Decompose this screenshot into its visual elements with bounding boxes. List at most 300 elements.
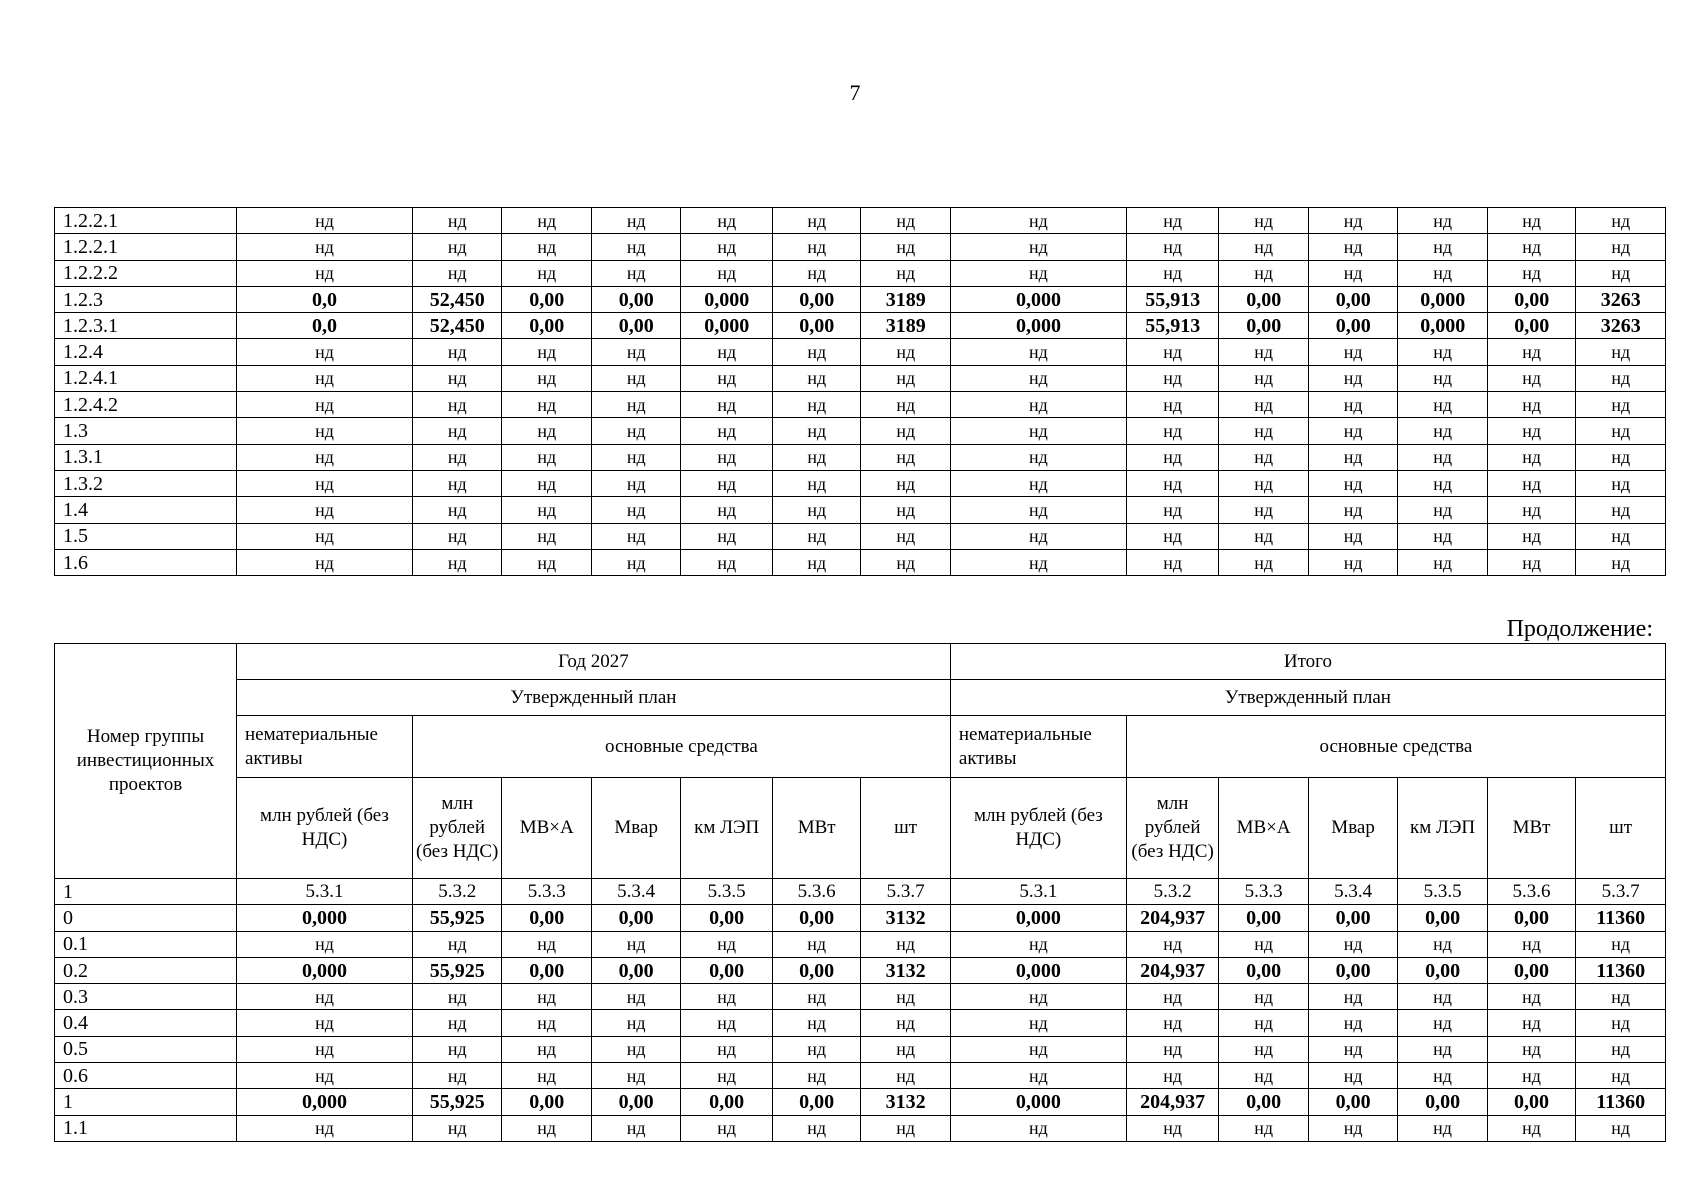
table-cell: 0,00	[772, 313, 860, 339]
table-cell: нд	[1398, 1036, 1487, 1062]
table-cell: нд	[591, 931, 680, 957]
row-id-cell: 0.6	[55, 1063, 237, 1089]
total-intangible-header: нематериальные активы	[950, 716, 1126, 778]
table-cell: 11360	[1576, 1089, 1666, 1115]
table-cell: нд	[502, 260, 592, 286]
row-id-cell: 0.3	[55, 984, 237, 1010]
table-cell: 0,00	[502, 1089, 591, 1115]
table-cell: нд	[412, 392, 502, 418]
group-number-header: Номер группы инвестиционных проектов	[55, 644, 237, 879]
table-row	[55, 365, 1666, 391]
table-row	[55, 957, 1666, 983]
table-cell: нд	[861, 365, 951, 391]
unit-header-cell: шт	[1576, 778, 1666, 879]
table-cell: нд	[681, 260, 773, 286]
row-id-cell: 1	[55, 1089, 237, 1115]
table-cell: нд	[1576, 234, 1666, 260]
table-row	[55, 313, 1666, 339]
table-cell: нд	[1576, 470, 1666, 496]
table-cell: 0,00	[591, 313, 681, 339]
table-cell: 5.3.6	[1487, 879, 1575, 905]
table-cell: нд	[681, 497, 773, 523]
table-cell: нд	[861, 418, 951, 444]
table-cell: нд	[1576, 931, 1666, 957]
total-fixed-assets-header: основные средства	[1126, 716, 1665, 778]
table-cell: нд	[412, 339, 502, 365]
table-cell: 0,00	[681, 905, 773, 931]
table-cell: нд	[1126, 260, 1219, 286]
year-header: Год 2027	[237, 644, 951, 680]
table-cell: нд	[502, 1036, 591, 1062]
table-row	[55, 1036, 1666, 1062]
table-cell: 0,00	[591, 286, 681, 312]
table-cell: 5.3.3	[502, 879, 591, 905]
row-id-cell: 1	[55, 879, 237, 905]
table-cell: нд	[861, 523, 951, 549]
table-cell: 0,00	[1308, 905, 1397, 931]
table-cell: нд	[1126, 234, 1219, 260]
table-cell: нд	[861, 1036, 950, 1062]
table-cell: 5.3.5	[681, 879, 773, 905]
table-cell: нд	[950, 549, 1126, 575]
table-cell: 0,00	[1487, 905, 1575, 931]
table-cell: нд	[1219, 470, 1309, 496]
table-cell: нд	[1487, 1010, 1575, 1036]
table-cell: нд	[772, 1063, 860, 1089]
table-cell: нд	[681, 470, 773, 496]
table-cell: 0,00	[772, 1089, 860, 1115]
table-cell: нд	[1398, 365, 1488, 391]
continuation-label: Продолжение:	[1506, 616, 1653, 642]
table-cell: нд	[950, 208, 1126, 234]
table-cell: нд	[1126, 1036, 1219, 1062]
table-cell: 0,00	[1308, 313, 1398, 339]
table-cell: нд	[591, 549, 681, 575]
table-cell: нд	[1576, 260, 1666, 286]
table-cell: нд	[950, 339, 1126, 365]
table-cell: 0,000	[950, 1089, 1126, 1115]
table-cell: 0,00	[502, 313, 592, 339]
table-cell: нд	[1398, 260, 1488, 286]
table-cell: нд	[1576, 1010, 1666, 1036]
table-cell: 0,00	[1219, 286, 1309, 312]
table-cell: нд	[1487, 549, 1575, 575]
table-cell: нд	[1219, 1036, 1308, 1062]
table-cell: 3189	[861, 286, 951, 312]
table-cell: нд	[591, 208, 681, 234]
row-id-cell: 1.1	[55, 1115, 237, 1141]
table-cell: нд	[502, 418, 592, 444]
table-cell: нд	[1576, 444, 1666, 470]
row-id-cell: 1.6	[55, 549, 237, 575]
table-cell: нд	[772, 931, 860, 957]
table-cell: нд	[1576, 208, 1666, 234]
table-cell: нд	[412, 418, 502, 444]
table-cell: нд	[502, 392, 592, 418]
table-cell: нд	[861, 339, 951, 365]
table-cell: нд	[1308, 444, 1398, 470]
table-cell: нд	[950, 1063, 1126, 1089]
table-cell: нд	[861, 1063, 950, 1089]
table-cell: нд	[1126, 549, 1219, 575]
table-cell: нд	[1126, 418, 1219, 444]
table-cell: нд	[412, 365, 502, 391]
table-cell: нд	[681, 931, 773, 957]
unit-header-cell: Мвар	[1308, 778, 1397, 879]
table-row	[55, 392, 1666, 418]
table-cell: нд	[237, 984, 413, 1010]
table-cell: нд	[237, 549, 413, 575]
table-cell: 0,00	[1398, 905, 1487, 931]
table-cell: 3132	[861, 957, 950, 983]
table-cell: нд	[591, 497, 681, 523]
table-cell: 0,00	[1398, 957, 1487, 983]
table-cell: нд	[950, 444, 1126, 470]
table-row	[55, 497, 1666, 523]
top-table-body	[55, 208, 1666, 576]
table-cell: 0,00	[772, 957, 860, 983]
table-cell: нд	[1308, 1036, 1397, 1062]
table-cell: нд	[591, 392, 681, 418]
table-cell: 55,925	[412, 957, 501, 983]
table-cell: 0,00	[772, 286, 860, 312]
table-row	[55, 470, 1666, 496]
table-cell: 0,00	[1219, 313, 1309, 339]
table-cell: 3132	[861, 1089, 950, 1115]
table-cell: нд	[237, 365, 413, 391]
table-cell: нд	[1126, 208, 1219, 234]
table-cell: нд	[681, 418, 773, 444]
row-id-cell: 1.2.4.2	[55, 392, 237, 418]
table-cell: нд	[1398, 549, 1488, 575]
unit-header-cell: МВ×А	[502, 778, 591, 879]
table-cell: нд	[412, 1063, 501, 1089]
total-header: Итого	[950, 644, 1665, 680]
row-id-cell: 1.2.4.1	[55, 365, 237, 391]
unit-header-cell: шт	[861, 778, 950, 879]
table-cell: 55,913	[1126, 313, 1219, 339]
table-cell: нд	[1308, 234, 1398, 260]
table-cell: нд	[1576, 339, 1666, 365]
table-cell: 0,000	[950, 313, 1126, 339]
table-cell: нд	[772, 497, 860, 523]
table-cell: нд	[412, 549, 502, 575]
table-cell: нд	[502, 984, 591, 1010]
table-cell: нд	[591, 339, 681, 365]
table-cell: 5.3.2	[412, 879, 501, 905]
table-row	[55, 931, 1666, 957]
unit-header-cell: млн рублей (без НДС)	[412, 778, 501, 879]
table-cell: нд	[237, 497, 413, 523]
table-cell: 11360	[1576, 905, 1666, 931]
table-row	[55, 286, 1666, 312]
table-cell: нд	[681, 1063, 773, 1089]
table-cell: 0,00	[1308, 957, 1397, 983]
table-cell: нд	[681, 523, 773, 549]
table-cell: 0,0	[237, 313, 413, 339]
table-cell: нд	[1398, 1063, 1487, 1089]
table-cell: нд	[1308, 1010, 1397, 1036]
bottom-data-table	[54, 643, 1666, 1142]
row-id-cell: 0.4	[55, 1010, 237, 1036]
table-cell: нд	[681, 1115, 773, 1141]
table-row	[55, 1063, 1666, 1089]
table-cell: нд	[412, 1115, 501, 1141]
table-cell: 0,00	[502, 957, 591, 983]
row-id-cell: 1.2.3.1	[55, 313, 237, 339]
table-cell: нд	[681, 234, 773, 260]
table-cell: нд	[412, 984, 501, 1010]
table-cell: нд	[237, 523, 413, 549]
total-plan-header: Утвержденный план	[950, 680, 1665, 716]
table-cell: нд	[412, 208, 502, 234]
table-cell: нд	[772, 470, 860, 496]
table-cell: нд	[861, 984, 950, 1010]
table-cell: 0,000	[237, 905, 413, 931]
row-id-cell: 1.2.4	[55, 339, 237, 365]
table-cell: нд	[1219, 339, 1309, 365]
table-cell: 3263	[1576, 313, 1666, 339]
table-cell: 0,000	[950, 286, 1126, 312]
table-cell: нд	[1576, 523, 1666, 549]
table-cell: нд	[1487, 1036, 1575, 1062]
table-cell: нд	[1219, 365, 1309, 391]
table-cell: нд	[1308, 418, 1398, 444]
table-cell: нд	[1308, 339, 1398, 365]
table-cell: нд	[237, 260, 413, 286]
table-cell: нд	[1487, 523, 1575, 549]
unit-header-cell: МВт	[772, 778, 860, 879]
table-cell: нд	[1487, 392, 1575, 418]
table-cell: нд	[861, 931, 950, 957]
table-cell: нд	[591, 1010, 680, 1036]
table-cell: нд	[950, 365, 1126, 391]
table-cell: нд	[1308, 260, 1398, 286]
table-cell: нд	[681, 444, 773, 470]
table-row	[55, 905, 1666, 931]
table-cell: нд	[681, 1036, 773, 1062]
table-cell: нд	[1308, 392, 1398, 418]
table-cell: нд	[1487, 339, 1575, 365]
table-cell: нд	[412, 1036, 501, 1062]
table-cell: нд	[1487, 1115, 1575, 1141]
table-cell: 0,00	[681, 957, 773, 983]
table-cell: 55,925	[412, 1089, 501, 1115]
table-cell: нд	[237, 1063, 413, 1089]
table-cell: нд	[502, 365, 592, 391]
table-cell: нд	[412, 260, 502, 286]
table-cell: 5.3.5	[1398, 879, 1487, 905]
table-cell: нд	[412, 523, 502, 549]
table-cell: нд	[1308, 470, 1398, 496]
table-cell: нд	[950, 931, 1126, 957]
table-row	[55, 1089, 1666, 1115]
table-cell: нд	[1126, 984, 1219, 1010]
table-cell: нд	[681, 1010, 773, 1036]
table-cell: нд	[950, 260, 1126, 286]
row-id-cell: 1.2.3	[55, 286, 237, 312]
table-cell: 52,450	[412, 286, 502, 312]
table-cell: нд	[950, 1010, 1126, 1036]
page-number: 7	[849, 80, 861, 105]
table-cell: нд	[1487, 1063, 1575, 1089]
table-cell: нд	[1398, 523, 1488, 549]
table-cell: нд	[861, 549, 951, 575]
table-cell: нд	[950, 470, 1126, 496]
table-cell: нд	[950, 523, 1126, 549]
table-cell: нд	[772, 523, 860, 549]
table-cell: 204,937	[1126, 1089, 1219, 1115]
table-cell: 5.3.1	[950, 879, 1126, 905]
table-cell: 0,00	[502, 286, 592, 312]
unit-header-cell: млн рублей (без НДС)	[950, 778, 1126, 879]
table-cell: нд	[861, 208, 951, 234]
table-cell: нд	[772, 1010, 860, 1036]
top-data-table	[54, 207, 1666, 576]
table-cell: 204,937	[1126, 905, 1219, 931]
table-cell: 0,000	[950, 905, 1126, 931]
table-cell: нд	[1398, 931, 1487, 957]
table-cell: нд	[502, 470, 592, 496]
table-cell: нд	[1308, 365, 1398, 391]
table-cell: нд	[1219, 392, 1309, 418]
table-cell: нд	[1398, 470, 1488, 496]
table-cell: нд	[681, 549, 773, 575]
table-cell: нд	[1126, 523, 1219, 549]
row-id-cell: 1.4	[55, 497, 237, 523]
table-cell: нд	[1126, 444, 1219, 470]
table-row	[55, 1115, 1666, 1141]
table-cell: нд	[861, 1115, 950, 1141]
table-cell: нд	[1398, 208, 1488, 234]
table-cell: нд	[1308, 1063, 1397, 1089]
table-cell: нд	[1219, 260, 1309, 286]
table-cell: нд	[591, 1115, 680, 1141]
table-row	[55, 208, 1666, 234]
table-cell: нд	[412, 444, 502, 470]
table-cell: нд	[1576, 549, 1666, 575]
table-cell: нд	[1398, 444, 1488, 470]
table-cell: нд	[772, 1115, 860, 1141]
table-cell: нд	[1398, 1010, 1487, 1036]
table-cell: нд	[1487, 208, 1575, 234]
table-cell: нд	[1219, 1063, 1308, 1089]
table-cell: нд	[502, 523, 592, 549]
unit-header-cell: км ЛЭП	[1398, 778, 1487, 879]
table-cell: 0,00	[1487, 313, 1575, 339]
table-cell: нд	[772, 549, 860, 575]
table-cell: 0,000	[1398, 286, 1488, 312]
table-row	[55, 260, 1666, 286]
row-id-cell: 0.1	[55, 931, 237, 957]
table-cell: нд	[1219, 549, 1309, 575]
table-cell: нд	[502, 549, 592, 575]
table-cell: 0,00	[1308, 1089, 1397, 1115]
table-cell: 0,000	[681, 286, 773, 312]
table-cell: нд	[237, 208, 413, 234]
table-cell: нд	[772, 418, 860, 444]
table-cell: нд	[861, 392, 951, 418]
table-cell: нд	[861, 260, 951, 286]
table-cell: нд	[1126, 470, 1219, 496]
table-cell: нд	[237, 234, 413, 260]
bottom-table-header	[55, 644, 1666, 879]
table-cell: нд	[502, 444, 592, 470]
table-cell: нд	[1487, 234, 1575, 260]
table-cell: 0,00	[1398, 1089, 1487, 1115]
table-row	[55, 444, 1666, 470]
table-cell: 0,00	[591, 905, 680, 931]
table-cell: нд	[1398, 418, 1488, 444]
table-cell: нд	[1219, 931, 1308, 957]
table-cell: нд	[681, 984, 773, 1010]
table-cell: нд	[237, 392, 413, 418]
table-cell: 0,00	[681, 1089, 773, 1115]
table-cell: нд	[950, 234, 1126, 260]
table-cell: 0,00	[591, 957, 680, 983]
table-cell: нд	[1487, 444, 1575, 470]
table-cell: нд	[1219, 418, 1309, 444]
table-cell: 0,00	[1219, 905, 1308, 931]
table-cell: 0,000	[237, 957, 413, 983]
row-id-cell: 1.5	[55, 523, 237, 549]
table-cell: нд	[237, 1036, 413, 1062]
table-cell: 0,00	[772, 905, 860, 931]
table-cell: нд	[772, 260, 860, 286]
table-cell: нд	[1576, 984, 1666, 1010]
row-id-cell: 1.3	[55, 418, 237, 444]
table-cell: нд	[950, 1036, 1126, 1062]
table-cell: 5.3.2	[1126, 879, 1219, 905]
table-cell: нд	[1487, 931, 1575, 957]
unit-header-cell: млн рублей (без НДС)	[237, 778, 413, 879]
table-cell: нд	[591, 984, 680, 1010]
table-cell: нд	[237, 1010, 413, 1036]
table-cell: нд	[1308, 1115, 1397, 1141]
units-header-row	[55, 778, 1666, 879]
table-cell: 11360	[1576, 957, 1666, 983]
table-cell: 3263	[1576, 286, 1666, 312]
row-id-cell: 1.2.2.1	[55, 208, 237, 234]
table-row	[55, 1010, 1666, 1036]
table-cell: нд	[502, 497, 592, 523]
table-cell: нд	[1308, 208, 1398, 234]
table-row	[55, 549, 1666, 575]
table-row	[55, 339, 1666, 365]
table-cell: нд	[412, 470, 502, 496]
row-id-cell: 1.2.2.1	[55, 234, 237, 260]
table-cell: нд	[1219, 497, 1309, 523]
table-cell: нд	[772, 234, 860, 260]
table-cell: нд	[591, 523, 681, 549]
table-cell: нд	[950, 497, 1126, 523]
table-cell: нд	[772, 339, 860, 365]
table-cell: нд	[591, 234, 681, 260]
table-cell: 0,00	[591, 1089, 680, 1115]
table-cell: 0,00	[1308, 286, 1398, 312]
table-cell: 0,000	[950, 957, 1126, 983]
table-cell: нд	[1487, 497, 1575, 523]
unit-header-cell: МВт	[1487, 778, 1575, 879]
unit-header-cell: млн рублей (без НДС)	[1126, 778, 1219, 879]
row-id-cell: 0	[55, 905, 237, 931]
table-cell: нд	[1126, 365, 1219, 391]
table-cell: нд	[502, 1063, 591, 1089]
table-cell: 5.3.4	[591, 879, 680, 905]
table-cell: нд	[772, 984, 860, 1010]
table-cell: нд	[502, 1115, 591, 1141]
table-cell: нд	[772, 444, 860, 470]
